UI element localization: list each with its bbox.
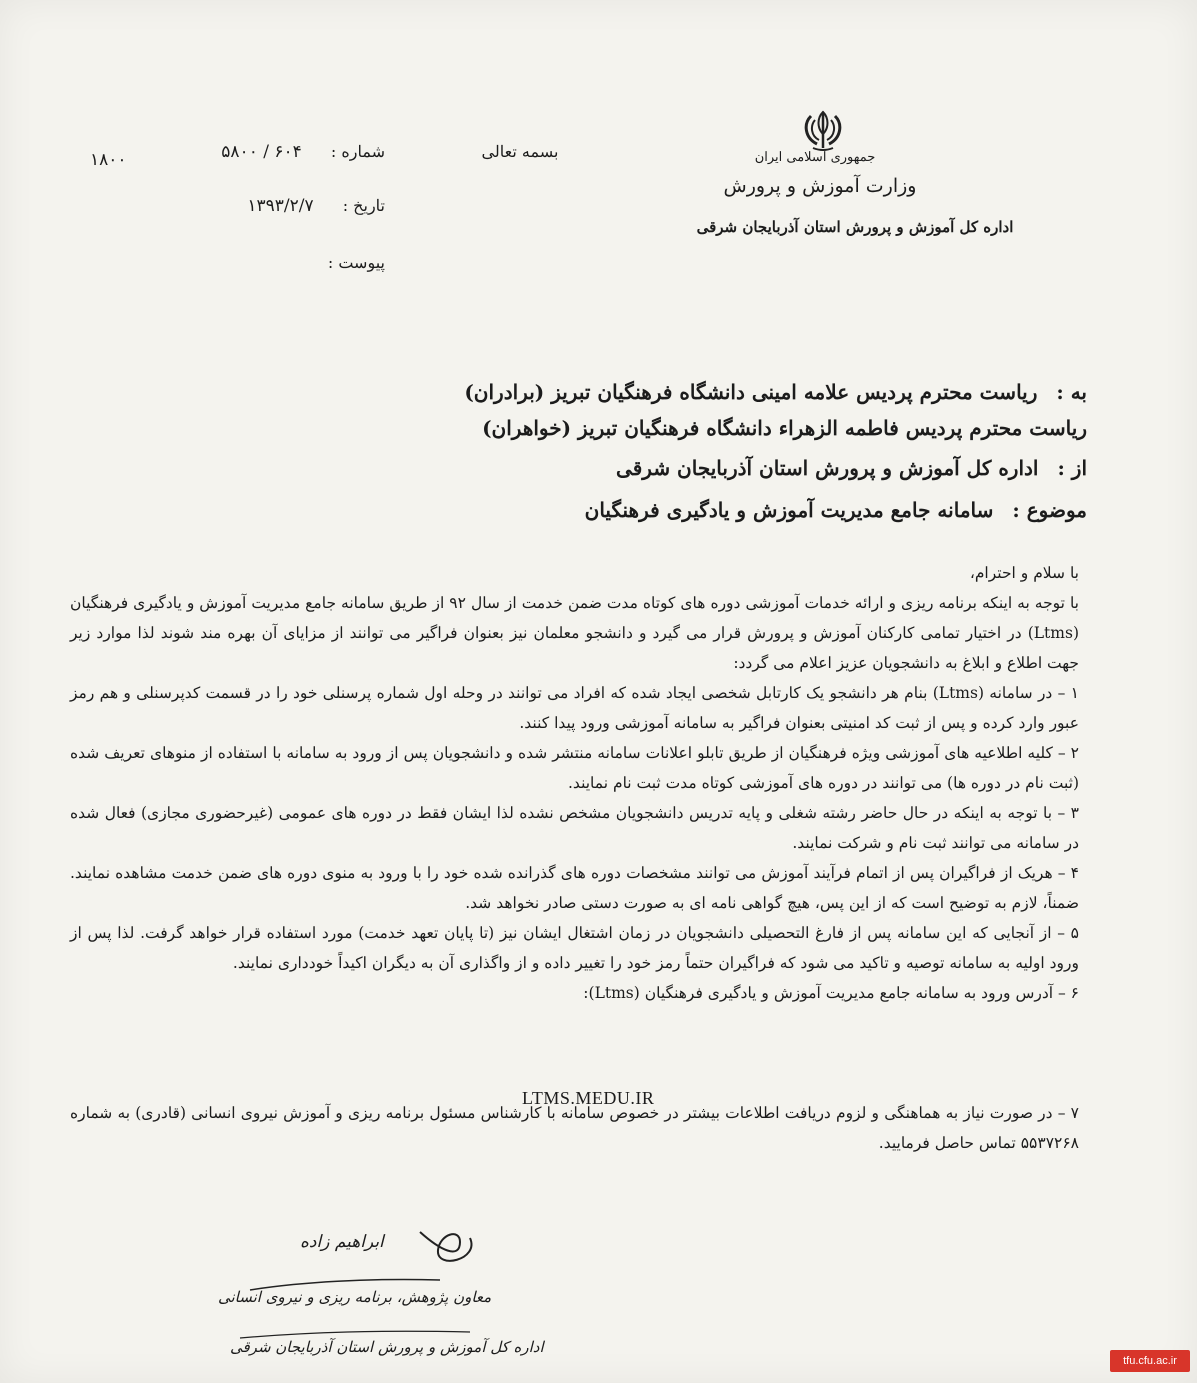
subject-value: سامانه جامع مدیریت آموزش و یادگیری فرهنگیان [584, 498, 994, 522]
date-label: تاریخ : [342, 196, 385, 215]
number-label: شماره : [330, 142, 385, 161]
subject-label: موضوع : [1012, 498, 1087, 522]
from-value: اداره کل آموزش و پرورش استان آذربایجان شرقی [616, 456, 1039, 480]
to-recipient-1: ریاست محترم پردیس علامه امینی دانشگاه فرهنگیان تبریز (برادران) [464, 380, 1038, 404]
office-label: اداره کل آموزش و پرورش استان آذربایجان شرقی [696, 218, 1014, 236]
extra-number: ۱۸۰۰ [90, 150, 127, 170]
date-value: ۱۳۹۳/۲/۷ [247, 196, 314, 216]
number-value: ۶۰۴ / ۵۸۰۰ [221, 142, 302, 162]
watermark-badge: tfu.cfu.ac.ir [1110, 1350, 1190, 1372]
signatory-title-2: اداره کل آموزش و پرورش استان آذربایجان شرقی [230, 1338, 544, 1356]
bismillah-heading: بسمه تعالی [481, 142, 559, 161]
greeting: با سلام و احترام، [969, 564, 1079, 582]
item-5: ۵ – از آنجایی که این سامانه پس از فارغ التحصیلی دانشجویان در زمان اشتغال ایشان نیز (تا پایان تعهد خدمت) مورد استفاده قرار خواهد گرفت. لذا پس از ورود اولیه به سامانه توصیه و تاکید می شود که فراگیران حتماً رمز خود را تغییر داده و از واگذاری آن به دیگران اکیداً خودداری نمایند. [70, 924, 1079, 972]
ltms-url: LTMS.MEDU.IR [522, 1088, 655, 1108]
item-2: ۲ – کلیه اطلاعیه های آموزشی ویژه فرهنگیان از طریق تابلو اعلانات سامانه منتشر شده و دانشجویان پس از ورود به سامانه با استفاده از منوهای تعریف شده (ثبت نام در دوره ها) می توانند در دوره های آموزشی کوتاه مدت ثبت نام نمایند. [70, 744, 1079, 792]
letter-date [247, 196, 385, 216]
letter-body-end [70, 1098, 1079, 1158]
intro-paragraph: با توجه به اینکه برنامه ریزی و ارائه خدمات آموزشی دوره های کوتاه مدت ضمن خدمت از سال ۹۲ از طریق سامانه جامع مدیریت آموزش و یادگیری فرهنگیان (Ltms) در اختیار تمامی کارکنان آموزش و پرورش قرار می گیرد و دانشجو معلمان نیز بعنوان فراگیر می توانند از مزایای آن بهره مند شوند لذا موارد زیر جهت اطلاع و ابلاغ به دانشجویان عزیز اعلام می گردد: [70, 594, 1079, 672]
attachment-label: پیوست : [327, 253, 385, 272]
to-line-1 [464, 380, 1087, 404]
letter-attachment [328, 253, 385, 272]
item-3: ۳ – با توجه به اینکه در حال حاضر رشته شغلی و پایه تدریس دانشجویان مشخص نشده لذا ایشان فقط در دوره های عمومی (غیرحضوری مجازی) فعال شده در سامانه می توانند ثبت نام و شرکت نمایند. [70, 804, 1079, 852]
signatory-name: ابراهیم زاده [300, 1232, 384, 1252]
iran-emblem-icon [795, 108, 851, 154]
letter-number [221, 142, 385, 162]
republic-label: جمهوری اسلامی ایران [754, 150, 876, 165]
item-7: ۷ – در صورت نیاز به هماهنگی و لزوم دریافت اطلاعات بیشتر در خصوص سامانه با کارشناس مسئول برنامه ریزی و آموزش نیروی انسانی (قادری) به شماره ۵۵۳۷۲۶۸ تماس حاصل فرمایید. [70, 1104, 1079, 1152]
item-6: ۶ – آدرس ورود به سامانه جامع مدیریت آموزش و یادگیری فرهنگیان (Ltms): [583, 984, 1079, 1002]
to-recipient-2: ریاست محترم پردیس فاطمه الزهراء دانشگاه فرهنگیان تبریز (خواهران) [482, 416, 1087, 440]
item-1: ۱ – در سامانه (Ltms) بنام هر دانشجو یک کارتابل شخصی ایجاد شده که افراد می توانند در وحله اول شماره پرسنلی خود را در قسمت کدپرسنلی و هم رمز عبور وارد کرده و پس از ثبت کد امنیتی بعنوان فراگیر به سامانه آموزشی ورود پیدا کنند. [70, 684, 1079, 732]
letter-body [70, 558, 1079, 1008]
signatory-title-1: معاون پژوهش، برنامه ریزی و نیروی انسانی [218, 1288, 492, 1306]
from-line [616, 456, 1087, 480]
from-label: از : [1057, 456, 1087, 480]
to-label: به : [1056, 380, 1087, 404]
item-4: ۴ – هریک از فراگیران پس از اتمام فرآیند آموزش می توانند مشخصات دوره های گذرانده شده خود را با ورود به منوی دوره های ضمن خدمت مشاهده نمایند. ضمناً، لازم به توضیح است که از این پس، هیچ گواهی نامه ای به صورت دستی صادر نخواهد شد. [70, 864, 1079, 912]
subject-line [585, 498, 1087, 522]
to-line-2 [482, 416, 1087, 440]
ministry-label: وزارت آموزش و پرورش [723, 175, 917, 197]
